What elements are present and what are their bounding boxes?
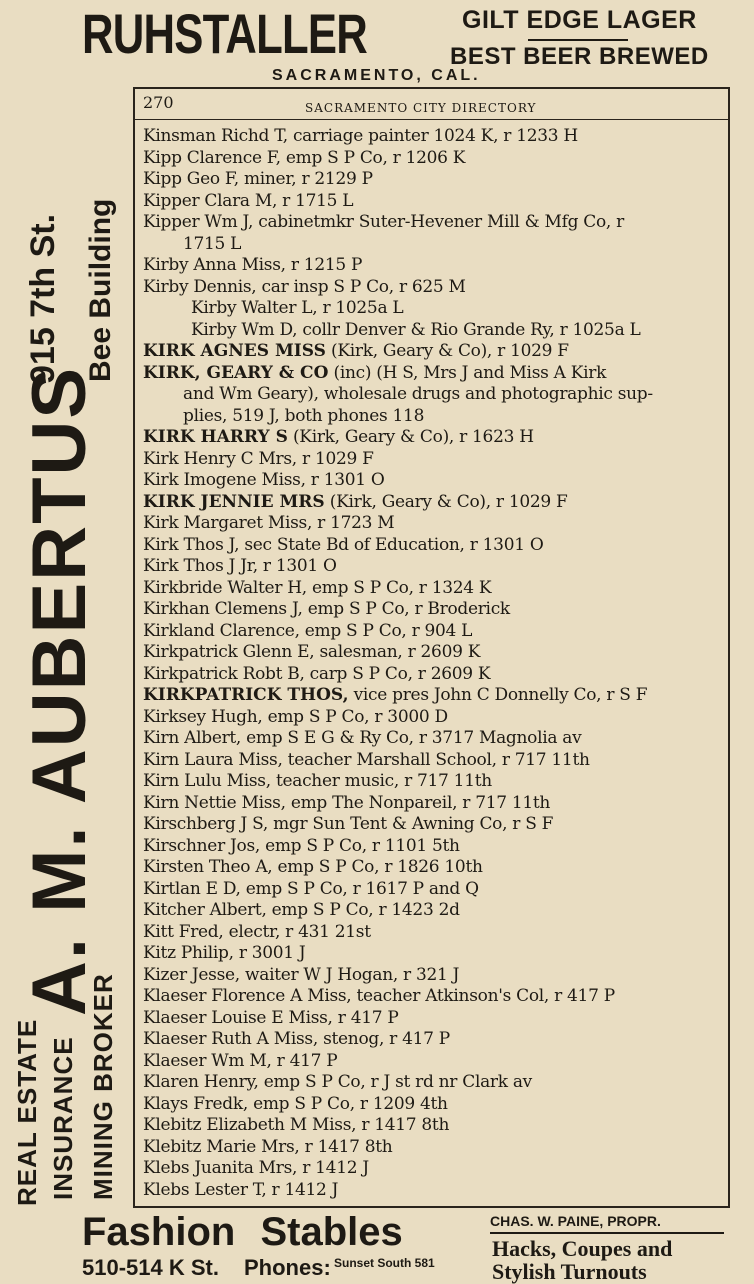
entry-name: Klaeser Wm M, xyxy=(143,1050,272,1071)
entry-name: Kirkland Clarence, xyxy=(143,620,300,641)
entry-detail: collr Denver & Rio Grande Ry, r 1025a L xyxy=(297,319,641,340)
entry-detail: cabinetmkr Suter-Hevener Mill & Mfg Co, r xyxy=(253,212,624,232)
directory-entry xyxy=(143,1115,733,1137)
entry-name: Kirby Wm D, xyxy=(191,319,298,340)
directory-entry xyxy=(143,642,733,664)
entry-name: KIRK AGNES MISS xyxy=(143,341,326,361)
entry-name: KIRK HARRY S xyxy=(143,427,288,447)
entry-name: Klaeser Florence A Miss, xyxy=(143,986,352,1006)
entry-name: Klebs Juanita Mrs, xyxy=(143,1158,298,1178)
directory-entry xyxy=(143,578,733,600)
stables-proprietor: CHAS. W. PAINE, PROPR. xyxy=(490,1213,661,1229)
slogan-divider xyxy=(528,39,628,41)
entry-detail: salesman, r 2609 K xyxy=(314,642,481,662)
entry-name: Kirk Henry C Mrs, xyxy=(143,448,297,469)
entry-name: Kirk Imogene Miss, xyxy=(143,470,306,490)
directory-entry xyxy=(143,879,733,901)
entry-name: KIRK, GEARY & CO xyxy=(143,362,329,383)
stables-address: 510-514 K St. xyxy=(82,1255,219,1280)
entry-detail: r 1029 F xyxy=(296,448,374,469)
entry-detail: teacher music, r 717 11th xyxy=(270,771,492,791)
entry-detail: car insp S P Co, r 625 M xyxy=(256,276,466,297)
directory-entry xyxy=(143,793,733,815)
stables-phone: Sunset South 581 xyxy=(334,1256,435,1270)
directory-entry xyxy=(143,1051,733,1073)
entry-name: Kitcher Albert, xyxy=(143,900,267,920)
directory-entry xyxy=(143,621,733,643)
entry-detail: r 1301 O xyxy=(257,556,337,576)
entry-name: Kirk Margaret Miss, xyxy=(143,513,313,533)
directory-entry xyxy=(143,771,733,793)
entry-name: Kipp Geo F, xyxy=(143,169,239,189)
entry-detail: r 1723 M xyxy=(312,513,395,533)
directory-entry xyxy=(143,664,733,686)
directory-entry xyxy=(143,556,733,578)
directory-entry xyxy=(143,277,733,299)
stables-name: Fashion Stables xyxy=(82,1210,403,1254)
entry-detail: emp S P Co, r 1617 P and Q xyxy=(240,878,479,899)
entry-name: Kizer Jesse, xyxy=(143,964,240,985)
entry-detail: r 1215 P xyxy=(285,255,363,275)
entry-name: Kitt Fred, xyxy=(143,921,224,942)
broker-address: 915 7th St. xyxy=(24,213,62,384)
entry-name: Klebitz Marie Mrs, xyxy=(143,1136,300,1157)
entry-detail: (Kirk, Geary & Co), r 1029 F xyxy=(325,341,569,361)
directory-frame xyxy=(133,87,730,1208)
broker-name: A. M. AUBERTUS xyxy=(17,365,102,1016)
entry-detail: emp S P Co, r 1423 2d xyxy=(266,900,460,920)
directory-entry xyxy=(143,900,733,922)
directory-entry xyxy=(143,943,733,965)
entry-detail: r 417 P xyxy=(332,1007,399,1028)
entry-continuation: plies, 519 J, both phones 118 xyxy=(183,405,425,426)
entry-name: Kirn Lulu Miss, xyxy=(143,771,271,791)
directory-entry xyxy=(143,750,733,772)
entry-detail: emp S P Co, r 1209 4th xyxy=(247,1093,448,1114)
entry-detail: emp S P Co, r 3000 D xyxy=(262,706,448,727)
entry-detail: emp S E G & Ry Co, r 3717 Magnolia av xyxy=(241,728,582,748)
entry-name: Kirkhan Clemens J, xyxy=(143,599,303,619)
entry-detail: (Kirk, Geary & Co), r 1029 F xyxy=(324,491,568,512)
entry-continuation: and Wm Geary), wholesale drugs and photographic sup- xyxy=(183,384,653,404)
entry-detail: r 1301 O xyxy=(305,470,385,490)
directory-entry xyxy=(143,922,733,944)
entry-name: Kirn Albert, xyxy=(143,728,242,748)
broker-service-mining: MINING BROKER xyxy=(88,973,118,1200)
entry-detail: r 1417 8th xyxy=(356,1115,450,1135)
directory-entry xyxy=(143,1158,733,1180)
directory-entry xyxy=(143,470,733,492)
directory-entry xyxy=(143,341,733,363)
entry-detail: emp S P Co, r Broderick xyxy=(302,599,510,619)
broker-building: Bee Building xyxy=(84,198,117,382)
entry-detail: r 1025a L xyxy=(317,298,404,318)
entry-name: Klaeser Louise E Miss, xyxy=(143,1007,333,1028)
entry-name: Kirkbride Walter H, xyxy=(143,577,307,598)
entry-detail: miner, r 2129 P xyxy=(238,169,373,189)
entry-name: Kirby Walter L, xyxy=(191,298,318,318)
entry-name: Kirby Dennis, xyxy=(143,276,257,297)
entry-name: Kirschner Jos, xyxy=(143,835,260,856)
entry-detail: emp S P Co, r 1826 10th xyxy=(272,857,483,877)
brewery-advertisement xyxy=(0,0,754,92)
directory-entry xyxy=(143,986,733,1008)
entry-detail: emp The Nonpareil, r 717 11th xyxy=(285,792,551,813)
stables-services-1: Hacks, Coupes and xyxy=(492,1236,673,1261)
broker-service-real-estate: REAL ESTATE xyxy=(12,1018,42,1206)
entry-detail: waiter W J Hogan, r 321 J xyxy=(239,964,460,985)
directory-entry xyxy=(143,857,733,879)
directory-entry xyxy=(143,814,733,836)
entry-detail: emp S P Co, r 1206 K xyxy=(280,147,466,168)
proprietor-divider xyxy=(490,1232,724,1234)
entry-detail: mgr Sun Tent & Awning Co, r S F xyxy=(267,814,554,834)
entry-detail: emp S P Co, r 1101 5th xyxy=(259,835,460,856)
directory-entry xyxy=(143,492,733,514)
entry-name: Kinsman Richd T, xyxy=(143,126,288,146)
stables-advertisement xyxy=(0,1210,754,1284)
entry-detail: emp S P Co, r 1324 K xyxy=(306,577,492,598)
directory-entry xyxy=(143,212,733,255)
directory-entry xyxy=(143,1072,733,1094)
entry-name: Kirby Anna Miss, xyxy=(143,255,286,275)
brewery-slogan-1: GILT EDGE LAGER xyxy=(462,6,697,34)
entry-name: Kirn Nettie Miss, xyxy=(143,792,286,813)
entry-detail: (inc) (H S, Mrs J and Miss A Kirk xyxy=(328,362,607,383)
entry-name: Kirsten Theo A, xyxy=(143,857,273,877)
entry-detail: emp S P Co, r 904 L xyxy=(299,620,473,641)
page-title: SACRAMENTO CITY DIRECTORY xyxy=(305,101,537,115)
directory-entry xyxy=(143,191,733,213)
directory-entry xyxy=(143,535,733,557)
entry-name: Kipp Clarence F, xyxy=(143,147,281,168)
directory-entry xyxy=(143,728,733,750)
page-header xyxy=(135,89,728,120)
directory-entry xyxy=(143,169,733,191)
brewery-name: RUHSTALLER xyxy=(82,2,367,65)
directory-entries xyxy=(143,126,733,1201)
entry-name: Klebs Lester T, xyxy=(143,1179,267,1200)
entry-name: Kirtlan E D, xyxy=(143,878,241,899)
entry-detail: emp S P Co, r J st rd nr Clark av xyxy=(258,1072,532,1092)
entry-name: Kirksey Hugh, xyxy=(143,706,263,727)
entry-name: Klaren Henry, xyxy=(143,1072,259,1092)
entry-detail: sec State Bd of Education, r 1301 O xyxy=(239,534,544,555)
entry-name: KIRKPATRICK THOS, xyxy=(143,685,349,705)
brewery-slogan-2: BEST BEER BREWED xyxy=(450,43,709,70)
directory-entry xyxy=(143,1180,733,1202)
entry-name: Klaeser Ruth A Miss, xyxy=(143,1029,318,1049)
entry-continuation: 1715 L xyxy=(183,233,242,254)
directory-entry xyxy=(143,427,733,449)
directory-entry xyxy=(143,1008,733,1030)
directory-entry xyxy=(143,599,733,621)
stables-services-2: Stylish Turnouts xyxy=(492,1259,647,1284)
broker-service-insurance: INSURANCE xyxy=(48,1036,78,1200)
entry-detail: carp S P Co, r 2609 K xyxy=(304,663,491,684)
entry-name: Kirkpatrick Glenn E, xyxy=(143,642,315,662)
entry-detail: r 1715 L xyxy=(277,190,354,211)
entry-detail: teacher Atkinson's Col, r 417 P xyxy=(351,986,615,1006)
entry-detail: carriage painter 1024 K, r 1233 H xyxy=(287,126,578,146)
directory-entry xyxy=(143,449,733,471)
entry-name: KIRK JENNIE MRS xyxy=(143,491,325,512)
entry-name: Kirschberg J S, xyxy=(143,814,268,834)
entry-name: Kitz Philip, xyxy=(143,943,234,963)
page-number: 270 xyxy=(143,93,174,112)
directory-entry xyxy=(143,965,733,987)
broker-advertisement xyxy=(0,86,130,1210)
directory-entry xyxy=(143,1029,733,1051)
entry-name: Kipper Clara M, xyxy=(143,190,278,211)
directory-entry xyxy=(143,707,733,729)
brewery-city: SACRAMENTO, CAL. xyxy=(272,67,481,84)
entry-name: Kirn Laura Miss, xyxy=(143,749,283,770)
entry-name: Kirkpatrick Robt B, xyxy=(143,663,305,684)
entry-name: Kirk Thos J, xyxy=(143,534,240,555)
entry-detail: vice pres John C Donnelly Co, r S F xyxy=(348,685,648,705)
entry-detail: (Kirk, Geary & Co), r 1623 H xyxy=(287,427,534,447)
entry-detail: r 3001 J xyxy=(233,943,306,963)
directory-entry xyxy=(143,255,733,277)
directory-entry xyxy=(143,1137,733,1159)
entry-detail: stenog, r 417 P xyxy=(317,1029,450,1049)
entry-detail: r 417 P xyxy=(271,1050,338,1071)
directory-entry xyxy=(143,126,733,148)
directory-entry xyxy=(143,1094,733,1116)
entry-name: Klays Fredk, xyxy=(143,1093,248,1114)
entry-name: Kirk Thos J Jr, xyxy=(143,556,258,576)
directory-entry xyxy=(143,513,733,535)
entry-detail: r 1412 J xyxy=(297,1158,369,1178)
directory-entry xyxy=(143,685,733,707)
directory-entry xyxy=(143,148,733,170)
stables-phones-label: Phones: xyxy=(244,1255,331,1280)
directory-entry xyxy=(143,363,733,428)
entry-detail: teacher Marshall School, r 717 11th xyxy=(282,749,590,770)
directory-entry xyxy=(143,836,733,858)
entry-name: Kipper Wm J, xyxy=(143,212,254,232)
directory-entry xyxy=(143,320,733,342)
entry-detail: r 1417 8th xyxy=(299,1136,393,1157)
entry-detail: electr, r 431 21st xyxy=(223,921,371,942)
entry-detail: r 1412 J xyxy=(266,1179,339,1200)
entry-name: Klebitz Elizabeth M Miss, xyxy=(143,1115,357,1135)
directory-entry xyxy=(143,298,733,320)
